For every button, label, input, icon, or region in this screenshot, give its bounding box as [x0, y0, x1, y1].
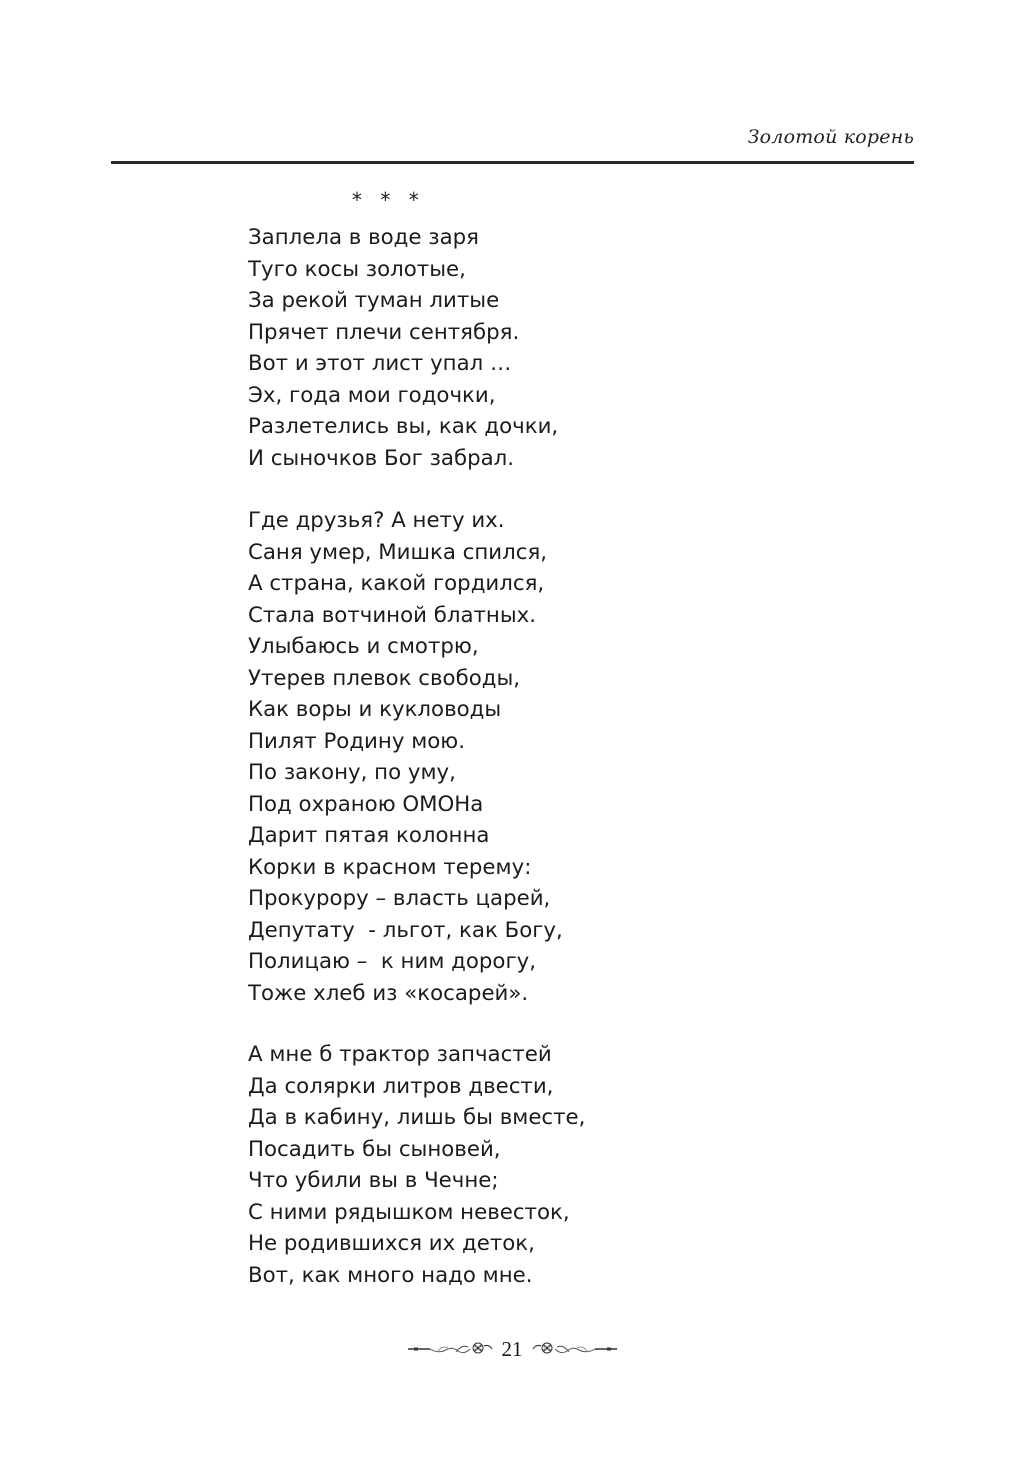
poem-line: По закону, по уму, — [248, 760, 456, 785]
poem-line: И сыночков Бог забрал. — [248, 445, 515, 471]
poem-line: Что убили вы в Чечне; — [248, 1168, 499, 1193]
floral-flourish-icon — [408, 1340, 494, 1358]
poem-line: Улыбаюсь и смотрю, — [248, 634, 479, 659]
poem-line: Посадить бы сыновей, — [248, 1136, 501, 1162]
poem-line: Как воры и кукловоды — [248, 697, 502, 722]
poem-line: Туго косы золотые, — [248, 256, 466, 282]
poem-line: Да в кабину, лишь бы вместе, — [248, 1105, 586, 1130]
poem-line: Прокурору – власть царей, — [248, 886, 551, 911]
poem-line: Разлетелись вы, как дочки, — [248, 414, 559, 439]
stanza-1 — [248, 222, 558, 474]
poem-line: Прячет плечи сентября. — [248, 319, 520, 345]
poem-line: За рекой туман литые — [248, 288, 500, 313]
poem-line: Под охраною ОМОНа — [248, 791, 484, 817]
page-footer — [402, 1337, 622, 1361]
poem-line: Утерев плевок свободы, — [248, 665, 521, 691]
poem-line: Дарит пятая колонна — [248, 823, 490, 848]
poem-line: Не родившихся их деток, — [248, 1231, 535, 1256]
poem-separator: * * * — [352, 188, 425, 212]
poem-line: С ними рядышком невесток, — [248, 1199, 570, 1225]
poem-line: Да солярки литров двести, — [248, 1073, 554, 1099]
stanza-2 — [248, 505, 563, 1009]
poem-line: Вот, как много надо мне. — [248, 1262, 533, 1288]
stanza-3 — [248, 1039, 585, 1291]
running-header-title: Золотой корень — [747, 126, 914, 148]
page-number: 21 — [501, 1336, 523, 1361]
poem-line: Где друзья? А нету их. — [248, 508, 505, 533]
poem-line: Депутату - льгот, как Богу, — [248, 917, 563, 943]
poem-line: Корки в красном терему: — [248, 854, 532, 880]
poem-line: Вот и этот лист упал … — [248, 351, 512, 376]
poem-line: Стала вотчиной блатных. — [248, 602, 537, 628]
header-divider — [111, 161, 914, 164]
poem-line: Полицаю – к ним дорогу, — [248, 949, 537, 974]
poem-line: Пилят Родину мою. — [248, 728, 465, 754]
poem-line: А мне б трактор запчастей — [248, 1042, 552, 1067]
poem-line: Эх, года мои годочки, — [248, 382, 496, 408]
poem-line: Тоже хлеб из «косарей». — [248, 980, 529, 1006]
poem-line: Саня умер, Мишка спился, — [248, 539, 548, 565]
poem-line: Заплела в воде заря — [248, 225, 479, 250]
floral-flourish-icon — [531, 1340, 617, 1358]
poem-line: А страна, какой гордился, — [248, 571, 545, 596]
